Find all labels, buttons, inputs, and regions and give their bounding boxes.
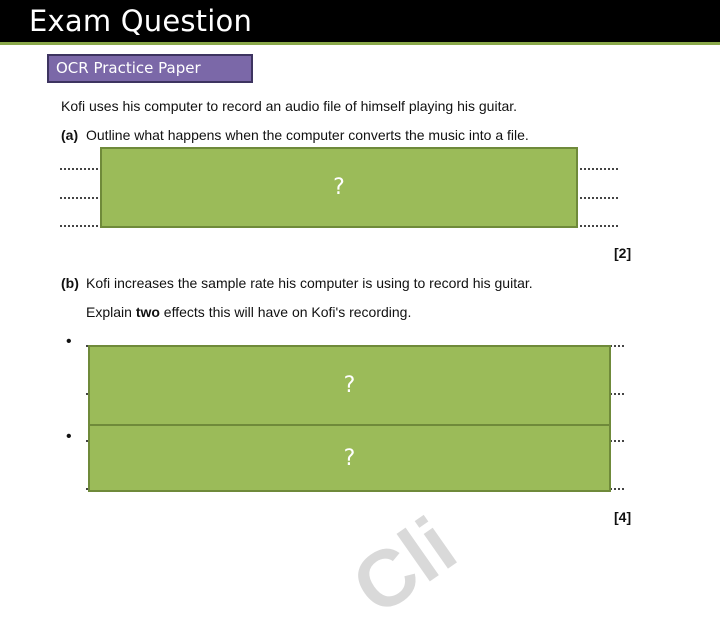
instruction-bold: two — [135, 304, 160, 320]
title-bar — [0, 0, 720, 45]
bullet-2: • — [66, 428, 72, 445]
part-a-marks: [2] — [614, 245, 632, 261]
question-intro: Kofi uses his computer to record an audio file of himself playing his guitar. — [61, 98, 518, 114]
answer-cover-a[interactable]: ? — [100, 147, 578, 228]
instruction-suffix: effects this will have on Kofi's recording. — [159, 304, 412, 320]
part-b-prompt: Kofi increases the sample rate his computer is using to record his guitar. — [86, 275, 533, 291]
part-b-instruction — [86, 304, 411, 320]
part-a-prompt: Outline what happens when the computer converts the music into a file. — [86, 127, 529, 143]
answer-cover-b2[interactable]: ? — [88, 424, 611, 492]
bullet-1: • — [66, 333, 72, 350]
source-badge: OCR Practice Paper — [47, 54, 253, 83]
part-b-marks: [4] — [614, 509, 632, 525]
part-b-label: (b) — [61, 275, 79, 291]
watermark-text: Cli — [336, 500, 472, 632]
slide-title: Exam Question — [29, 4, 253, 38]
instruction-prefix: Explain — [86, 304, 136, 320]
answer-cover-b1[interactable]: ? — [88, 345, 611, 426]
part-a-label: (a) — [61, 127, 79, 143]
